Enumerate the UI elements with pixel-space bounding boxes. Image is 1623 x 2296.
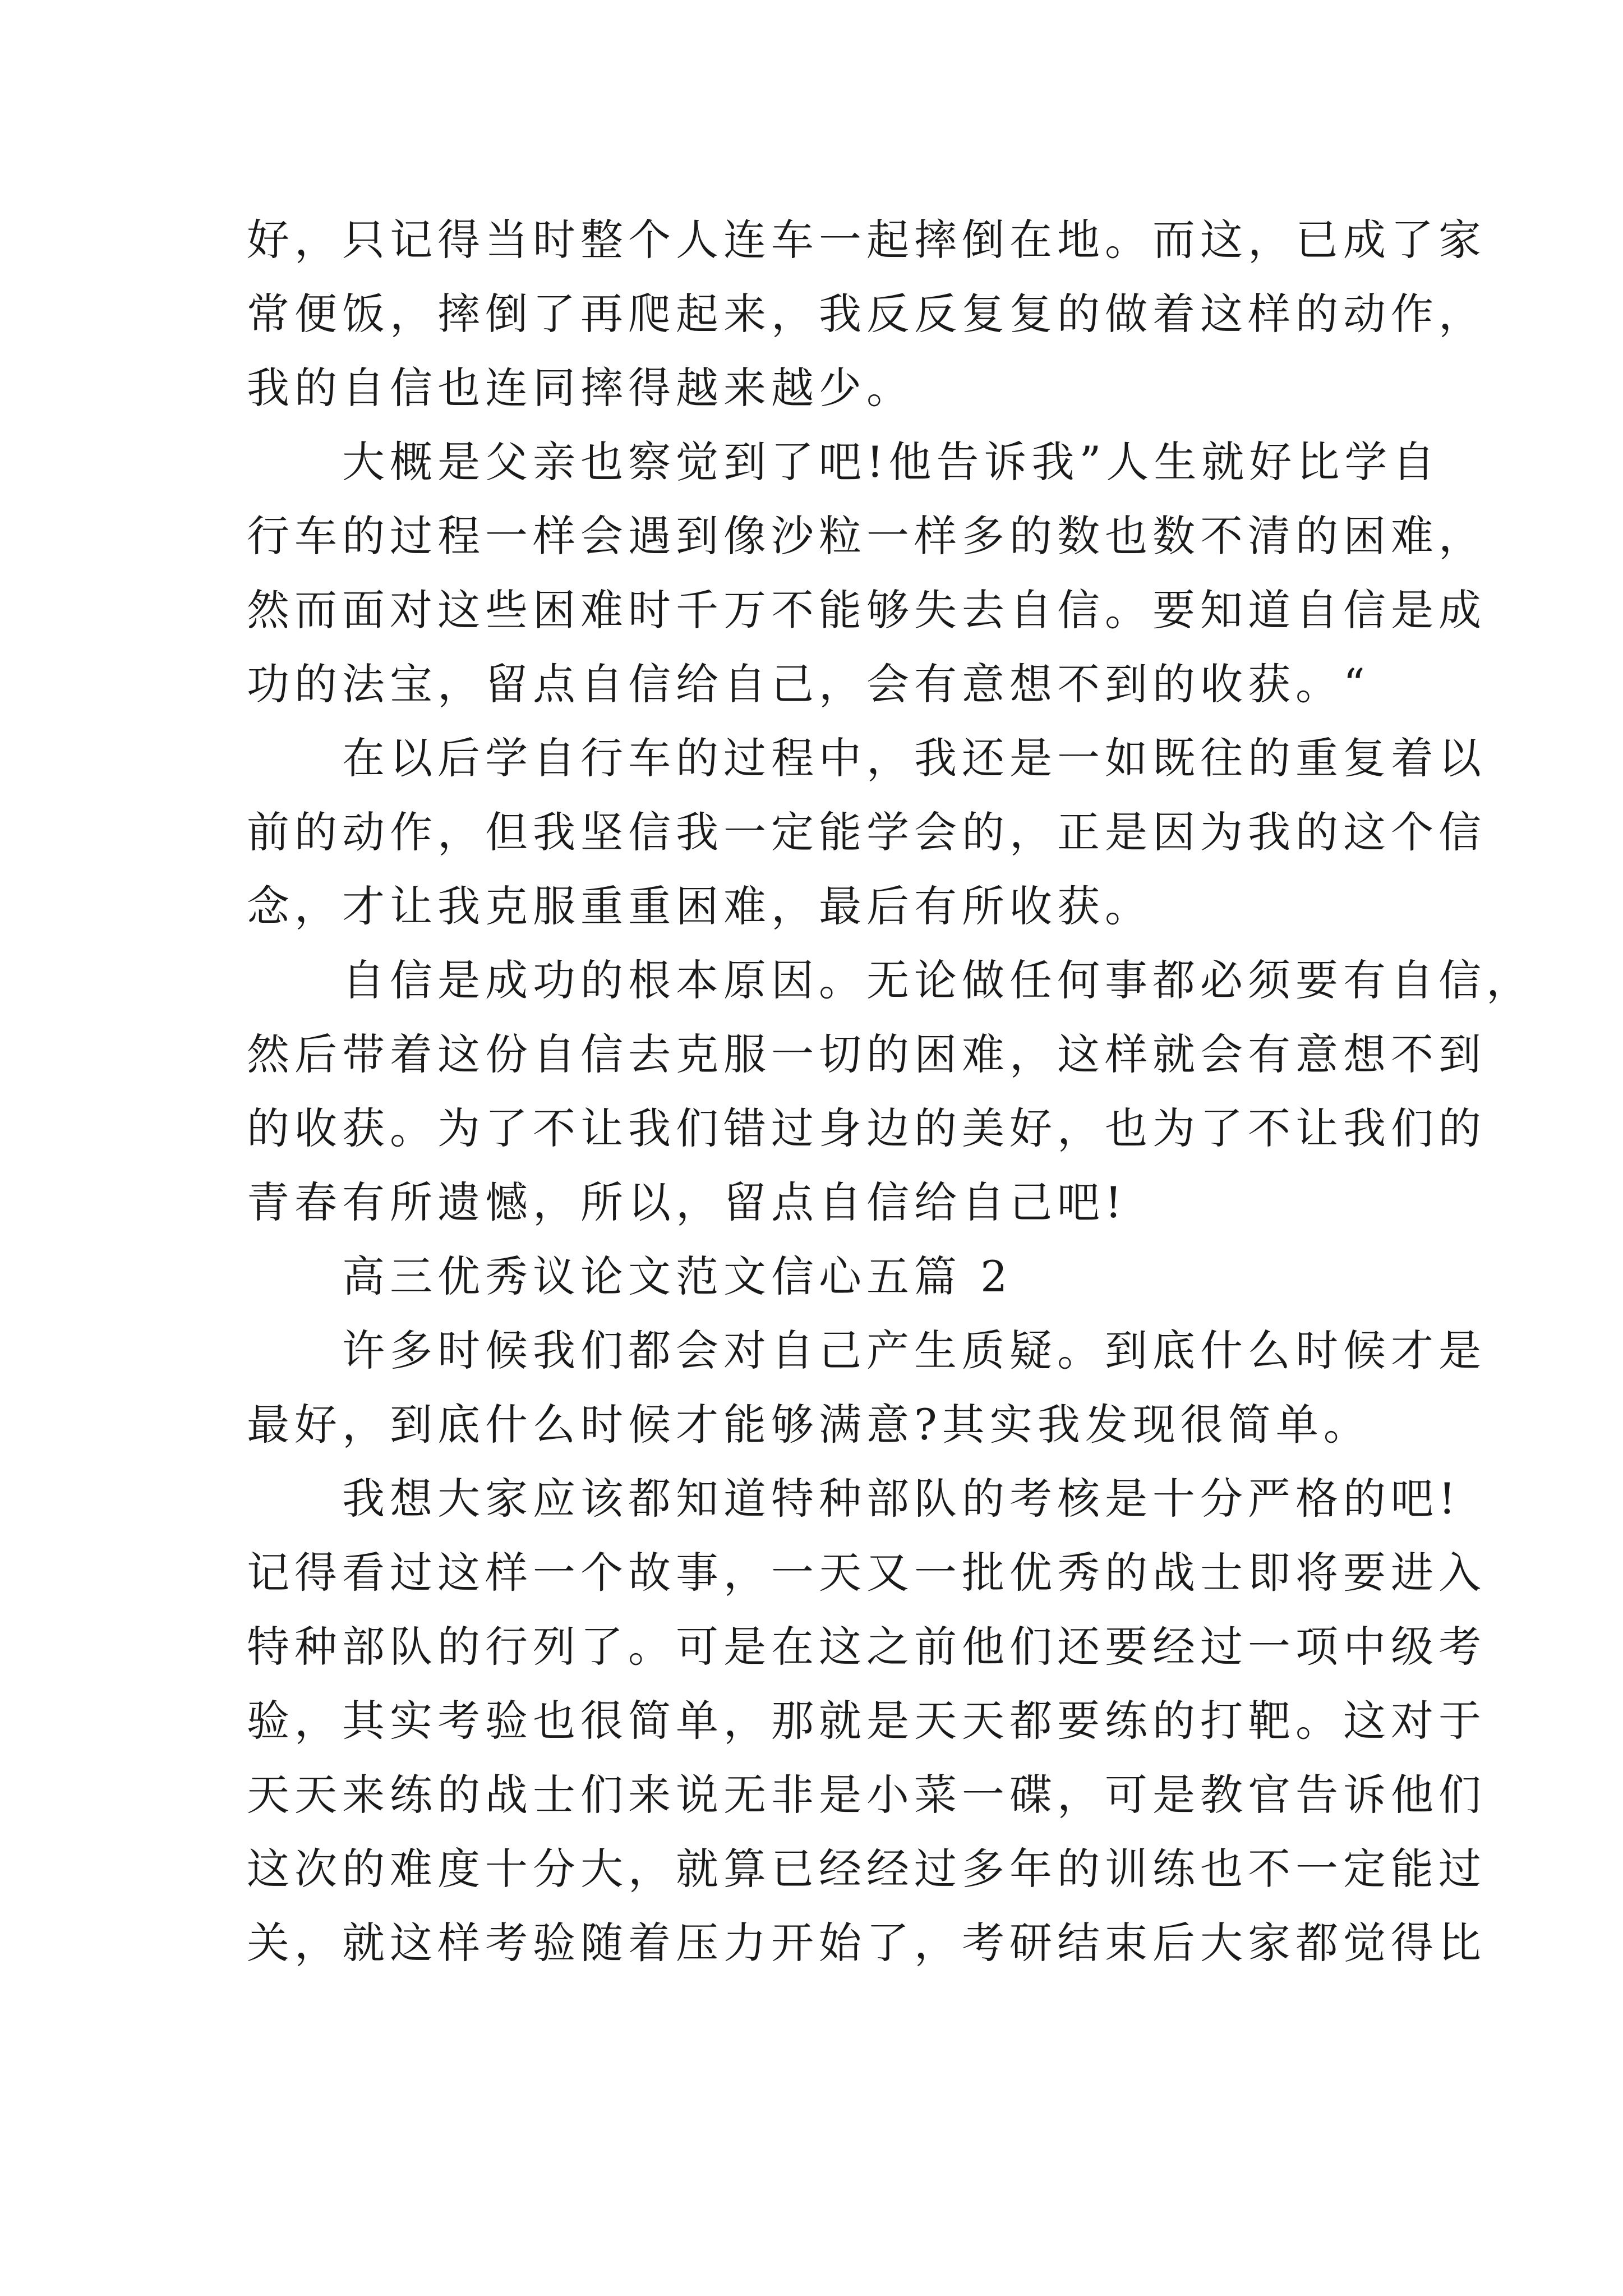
text-line: 记得看过这样一个故事，一天又一批优秀的战士即将要进入 xyxy=(247,1548,1486,1598)
text-line: 大概是父亲也察觉到了吧!他告诉我”人生就好比学自 xyxy=(342,437,1440,487)
text-line: 然后带着这份自信去克服一切的困难，这样就会有意想不到 xyxy=(247,1029,1486,1079)
text-line: 许多时候我们都会对自己产生质疑。到底什么时候才是 xyxy=(342,1326,1486,1375)
text-line: 好，只记得当时整个人连车一起摔倒在地。而这，已成了家 xyxy=(247,215,1486,265)
text-line: 青春有所遗憾，所以，留点自信给自己吧! xyxy=(247,1177,1127,1227)
text-line: 在以后学自行车的过程中，我还是一如既往的重复着以 xyxy=(342,733,1486,783)
text-line: 念，才让我克服重重困难，最后有所收获。 xyxy=(247,881,1152,931)
text-line: 的收获。为了不让我们错过身边的美好，也为了不让我们的 xyxy=(247,1103,1486,1153)
text-line: 特种部队的行列了。可是在这之前他们还要经过一项中级考 xyxy=(247,1622,1486,1672)
text-line: 自信是成功的根本原因。无论做任何事都必须要有自信， xyxy=(342,955,1534,1005)
text-line: 我想大家应该都知道特种部队的考核是十分严格的吧! xyxy=(342,1474,1461,1524)
text-line: 常便饭，摔倒了再爬起来，我反反复复的做着这样的动作， xyxy=(247,289,1486,339)
text-line: 我的自信也连同摔得越来越少。 xyxy=(247,363,914,413)
text-line: 这次的难度十分大，就算已经经过多年的训练也不一定能过 xyxy=(247,1844,1486,1894)
text-line: 验，其实考验也很简单，那就是天天都要练的打靶。这对于 xyxy=(247,1696,1486,1746)
document-body xyxy=(247,203,1534,1980)
text-line: 天天来练的战士们来说无非是小菜一碟，可是教官告诉他们 xyxy=(247,1770,1486,1820)
text-line: 行车的过程一样会遇到像沙粒一样多的数也数不清的困难， xyxy=(247,511,1486,561)
text-line: 然而面对这些困难时千万不能够失去自信。要知道自信是成 xyxy=(247,585,1486,635)
text-line: 功的法宝，留点自信给自己，会有意想不到的收获。“ xyxy=(247,659,1370,709)
text-line: 高三优秀议论文范文信心五篇 2 xyxy=(342,1251,1013,1301)
text-line: 最好，到底什么时候才能够满意?其实我发现很简单。 xyxy=(247,1400,1371,1450)
text-line: 关，就这样考验随着压力开始了，考研结束后大家都觉得比 xyxy=(247,1918,1486,1968)
text-line: 前的动作，但我坚信我一定能学会的，正是因为我的这个信 xyxy=(247,807,1486,857)
